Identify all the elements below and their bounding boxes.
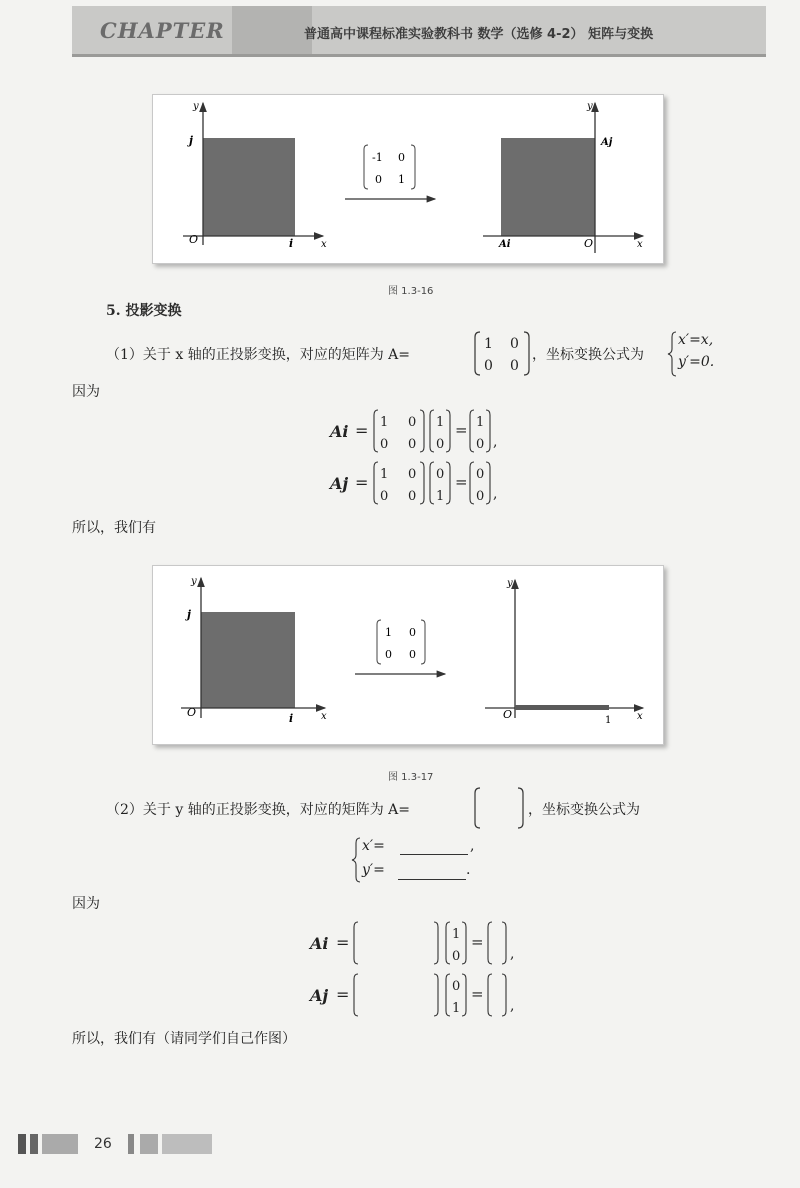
svg-text:1: 1 [436,489,445,504]
footer-decor-bar [18,1134,26,1154]
part2-brace [350,836,362,884]
left-i-label: i [289,712,294,725]
left-j-label: j [187,608,191,621]
part1-so: 所以，我们有 [72,520,156,536]
book-title: 普通高中课程标准实验教科书 数学（选修 4-2） 矩阵与变换 [304,27,654,42]
matrix-entry: 0 [375,173,382,186]
equals-sign: = [355,473,369,492]
part2-eq2: y′= [362,862,385,878]
footer-decor-bar [162,1134,212,1154]
right-aj-label: Aj [601,137,613,148]
left-x-label: x [321,239,327,250]
svg-text:1: 1 [484,336,493,352]
chapter-label: CHAPTER [100,18,225,43]
matrix-entry: 1 [398,173,405,186]
page-header [72,6,766,57]
part1-formula-intro: ，坐标变换公式为 [532,347,644,363]
part1-matrix [472,330,534,378]
right-ai-label: Ai [499,239,511,250]
svg-text:0: 0 [476,437,485,452]
part1-eq1: x′=x, [678,332,714,348]
svg-text:,: , [493,434,498,450]
unit-square-original [201,612,295,708]
part2-comma: , [470,838,475,854]
part2-so: 所以，我们有（请同学们自己作图） [72,1031,296,1047]
svg-text:1: 1 [452,927,461,942]
part1-aj-label: Aj [330,474,349,493]
projected-segment [515,705,609,710]
part2-blank-y[interactable] [398,879,466,880]
part2-aj-label: Aj [310,986,329,1005]
svg-text:0: 0 [436,467,445,482]
unit-square-reflected [501,138,595,236]
equals-sign: = [336,933,350,952]
svg-text:1: 1 [436,415,445,430]
part2-because: 因为 [72,896,100,912]
svg-text:0: 0 [476,467,485,482]
svg-text:,: , [493,486,498,502]
svg-text:1: 1 [452,1001,461,1016]
equals-sign: = [355,421,369,440]
part1-intro: （1）关于 x 轴的正投影变换，对应的矩阵为 A= [106,347,410,363]
svg-text:=: = [471,985,484,1003]
matrix-entry: 1 [385,626,392,639]
svg-text:0: 0 [476,489,485,504]
left-j-label: j [189,134,193,147]
left-origin-label: O [187,706,197,719]
svg-text:=: = [471,933,484,951]
svg-text:0: 0 [510,336,519,352]
svg-text:1: 1 [380,467,389,482]
footer-decor-bar [42,1134,78,1154]
equals-sign: = [336,985,350,1004]
svg-text:1: 1 [476,415,485,430]
right-origin-label: O [503,708,513,721]
svg-text:=: = [455,473,468,491]
part2-eq1: x′= [362,838,385,854]
part2-aj-equation [352,972,522,1018]
figure-1-diagram [153,95,663,263]
right-y-label: y [587,101,593,112]
figure-2-box [152,565,664,745]
right-x-label: x [637,711,643,722]
unit-square-original [203,138,295,236]
matrix-left-bracket [377,620,381,664]
svg-text:,: , [510,998,515,1014]
part2-ai-equation [352,920,522,966]
footer-decor-bar [128,1134,134,1154]
matrix-entry: 0 [409,648,416,661]
svg-text:0: 0 [408,415,417,430]
matrix-left-bracket [364,145,368,189]
svg-text:1: 1 [380,415,389,430]
svg-text:,: , [510,946,515,962]
figure-2-diagram [153,566,663,744]
matrix-entry: 0 [409,626,416,639]
svg-text:0: 0 [408,437,417,452]
part2-blank-matrix [472,786,528,830]
part2-ai-label: Ai [310,934,329,953]
figure-1-box [152,94,664,264]
left-x-label: x [321,711,327,722]
matrix-entry: 0 [398,151,405,164]
svg-text:=: = [455,421,468,439]
part1-eq2: y′=0. [678,354,715,370]
left-y-label: y [191,576,197,587]
left-origin-label: O [189,233,199,246]
matrix-right-bracket [421,620,425,664]
figure-2-caption: 图 1.3-17 [388,772,434,783]
footer-decor-bar [30,1134,38,1154]
section-heading: 5. 投影变换 [106,303,182,319]
part2-period: . [466,862,471,878]
left-i-label: i [289,237,294,250]
page-number: 26 [94,1136,112,1152]
part1-ai-equation [372,408,502,454]
svg-text:0: 0 [408,467,417,482]
part1-brace [666,330,678,378]
part1-aj-equation [372,460,502,506]
footer-decor-bar [140,1134,158,1154]
part2-blank-x[interactable] [400,854,468,855]
svg-text:0: 0 [380,489,389,504]
part1-because: 因为 [72,384,100,400]
right-x-label: x [637,239,643,250]
matrix-entry: -1 [372,151,383,164]
header-decor-bar [232,6,312,54]
figure-1-caption: 图 1.3-16 [388,286,434,297]
right-one-label: 1 [605,715,612,726]
svg-text:0: 0 [484,358,493,374]
right-y-label: y [507,578,513,589]
matrix-right-bracket [411,145,415,189]
svg-text:0: 0 [452,979,461,994]
part2-intro: （2）关于 y 轴的正投影变换，对应的矩阵为 A= [106,802,411,818]
part2-formula-intro: ，坐标变换公式为 [528,802,640,818]
svg-text:0: 0 [408,489,417,504]
part1-ai-label: Ai [330,422,349,441]
svg-text:0: 0 [436,437,445,452]
matrix-entry: 0 [385,648,392,661]
svg-text:0: 0 [380,437,389,452]
svg-text:0: 0 [452,949,461,964]
svg-text:0: 0 [510,358,519,374]
right-origin-label: O [584,237,594,250]
left-y-label: y [193,101,199,112]
